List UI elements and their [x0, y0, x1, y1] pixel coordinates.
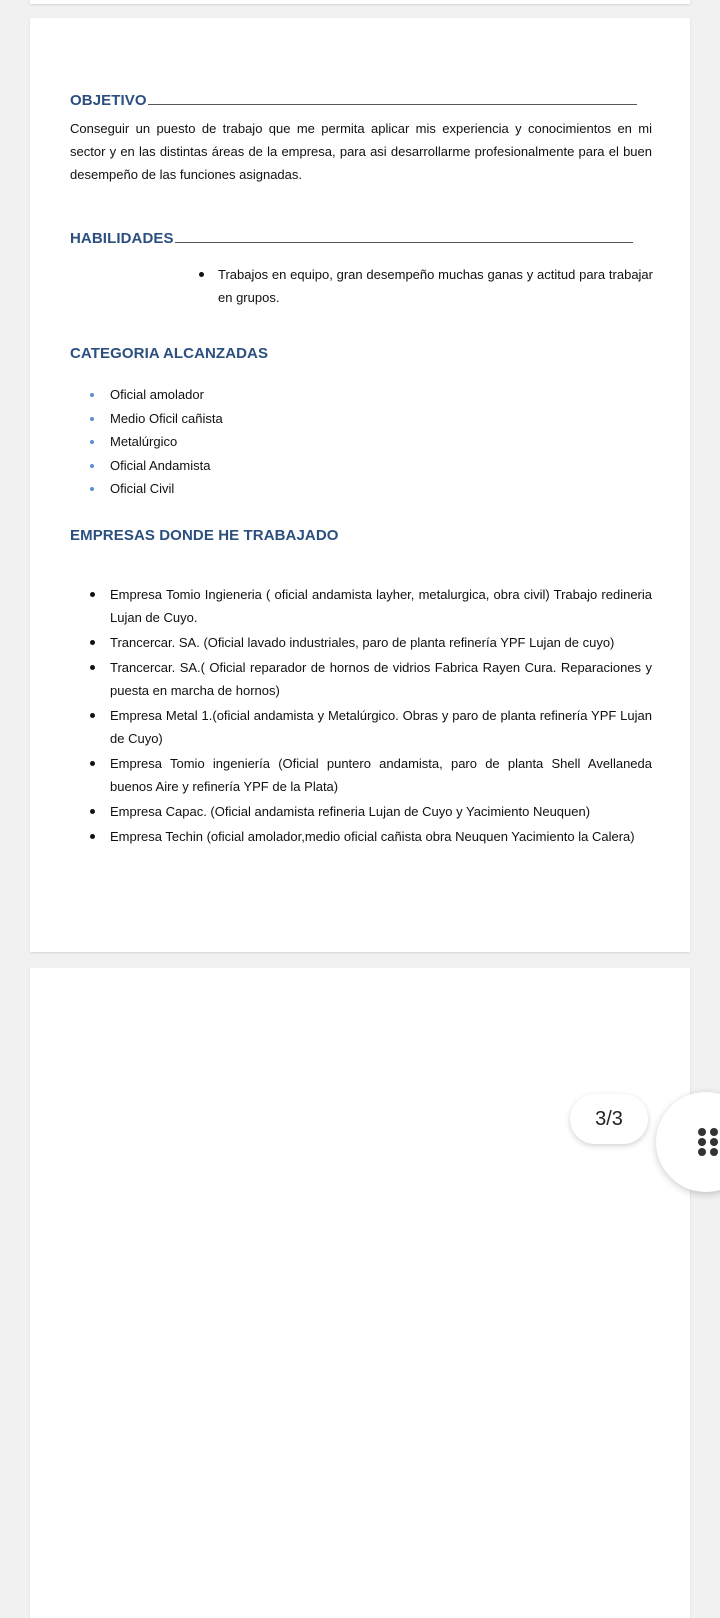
list-item: Oficial amolador — [90, 383, 223, 407]
habilidades-heading — [70, 230, 633, 247]
objetivo-heading — [70, 92, 637, 109]
list-item: Oficial Andamista — [90, 454, 223, 478]
list-item: Trabajos en equipo, gran desempeño muchas ganas y actitud para trabajar en grupos. — [195, 263, 653, 309]
list-item: Empresa Tomio Ingieneria ( oficial andamista layher, metalurgica, obra civil) Trabajo redineria Lujan de Cuyo. — [90, 583, 652, 629]
blank-page — [30, 968, 690, 1618]
empresas-list — [90, 583, 652, 850]
list-item: Metalúrgico — [90, 430, 223, 454]
objetivo-heading-text: OBJETIVO — [70, 92, 147, 109]
categorias-list — [90, 383, 223, 501]
dot — [698, 1128, 706, 1136]
list-item: Empresa Metal 1.(oficial andamista y Metalúrgico. Obras y paro de planta refinería YPF Lujan de Cuyo) — [90, 704, 652, 750]
list-item: Empresa Techin (oficial amolador,medio oficial cañista obra Neuquen Yacimiento la Calera) — [90, 825, 652, 848]
dot — [698, 1138, 706, 1146]
list-item: Oficial Civil — [90, 477, 223, 501]
objetivo-text: Conseguir un puesto de trabajo que me permita aplicar mis experiencia y conocimientos en mi sector y en las distintas áreas de la empresa, para asi desarrollarme profesionalmente para el buen desempeño de las funciones asignadas. — [70, 121, 652, 182]
page-indicator[interactable]: 3/3 — [570, 1094, 648, 1144]
dot — [710, 1138, 718, 1146]
categorias-heading: CATEGORIA ALCANZADAS — [70, 345, 269, 362]
heading-underline — [148, 103, 637, 105]
dot — [710, 1148, 718, 1156]
empresas-heading: EMPRESAS DONDE HE TRABAJADO — [70, 527, 339, 544]
list-item: Medio Oficil cañista — [90, 407, 223, 431]
dot — [710, 1128, 718, 1136]
list-item: Trancercar. SA. (Oficial lavado industriales, paro de planta refinería YPF Lujan de cuyo) — [90, 631, 652, 654]
list-item: Trancercar. SA.( Oficial reparador de hornos de vidrios Fabrica Rayen Cura. Reparaciones y puesta en marcha de hornos) — [90, 656, 652, 702]
heading-underline — [175, 241, 633, 243]
list-item: Empresa Tomio ingeniería (Oficial puntero andamista, paro de planta Shell Avellaneda buenos Aire y refinería YPF de la Plata) — [90, 752, 652, 798]
habilidades-heading-text: HABILIDADES — [70, 230, 174, 247]
previous-page-edge — [30, 0, 690, 4]
list-item: Empresa Capac. (Oficial andamista refineria Lujan de Cuyo y Yacimiento Neuquen) — [90, 800, 652, 823]
dot — [698, 1148, 706, 1156]
document-page — [30, 18, 690, 952]
habilidades-list — [195, 263, 653, 309]
